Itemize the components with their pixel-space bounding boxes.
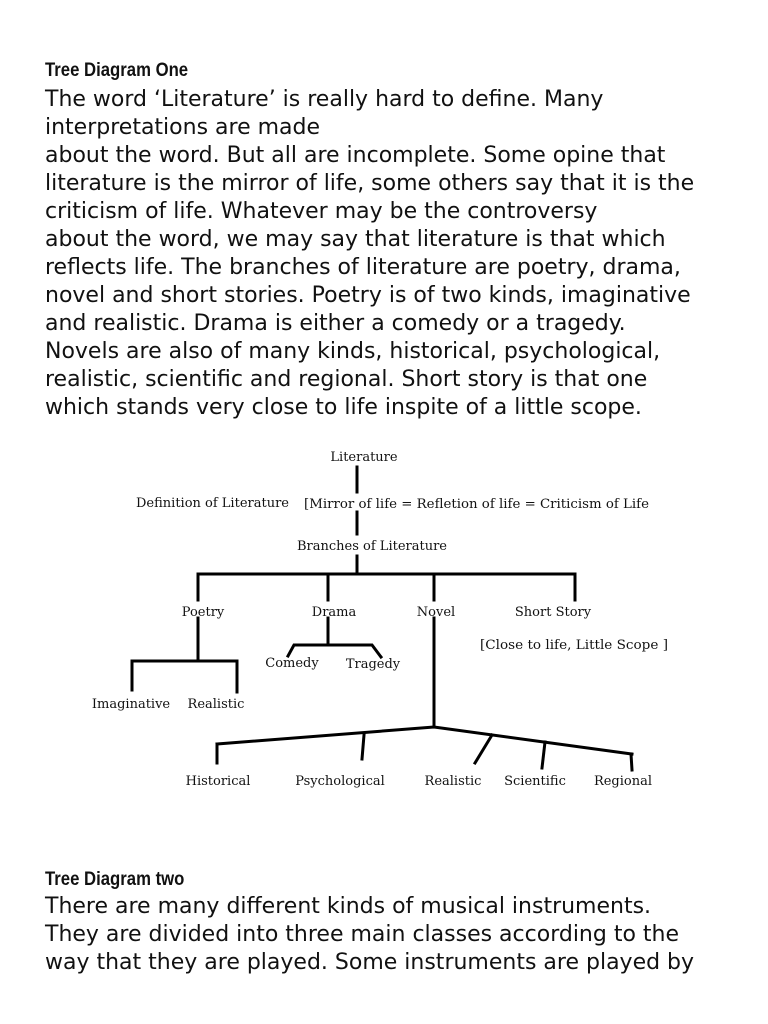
node-comedy: Comedy (265, 656, 319, 671)
paragraph-line: The word ‘Literature’ is really hard to define. Many (45, 87, 604, 112)
edge-to-scientific (542, 742, 545, 768)
node-novel: Novel (416, 605, 456, 620)
paragraph-line: interpretations are made (45, 115, 321, 140)
paragraph-line: and realistic. Drama is either a comedy or a tragedy. (45, 311, 626, 336)
paragraph-line: criticism of life. Whatever may be the controversy (45, 199, 598, 224)
node-realistic-novel: Realistic (424, 774, 482, 789)
node-realistic-poetry: Realistic (187, 697, 245, 712)
literature-paragraph (45, 86, 745, 422)
node-short-story-note: [Close to life, Little Scope ] (480, 638, 668, 653)
node-psychological: Psychological (295, 774, 385, 789)
section-heading-one: Tree Diagram One (45, 60, 189, 81)
node-historical: Historical (185, 774, 251, 789)
edge-to-realistic-novel (475, 735, 492, 763)
node-scientific: Scientific (504, 774, 566, 789)
paragraph-line: about the word, we may say that literature is that which (45, 227, 666, 252)
paragraph-line: They are divided into three main classes according to the (45, 922, 680, 947)
edge-to-psychological (362, 735, 364, 759)
node-tragedy: Tragedy (345, 657, 401, 672)
paragraph-line: Novels are also of many kinds, historical, psychological, (45, 339, 661, 364)
node-definition-value: [Mirror of life = Refletion of life = Criticism of Life (304, 497, 650, 512)
node-definition-label: Definition of Literature (136, 496, 289, 511)
node-poetry: Poetry (181, 605, 225, 620)
paragraph-line: There are many different kinds of musical instruments. (45, 894, 652, 919)
paragraph-line: literature is the mirror of life, some others say that it is the (45, 171, 695, 196)
paragraph-line: reflects life. The branches of literature are poetry, drama, (45, 255, 681, 280)
node-drama: Drama (311, 605, 357, 620)
node-literature: Literature (330, 450, 398, 465)
node-short-story: Short Story (514, 605, 592, 620)
paragraph-line: about the word. But all are incomplete. Some opine that (45, 143, 666, 168)
instruments-paragraph (45, 893, 745, 977)
edge-to-regional (631, 754, 632, 770)
paragraph-line: novel and short stories. Poetry is of two kinds, imaginative (45, 283, 691, 308)
edge-novel-split (217, 727, 632, 754)
node-regional: Regional (593, 774, 653, 789)
paragraph-line: which stands very close to life inspite of a little scope. (45, 395, 642, 420)
section-heading-two: Tree Diagram two (45, 869, 185, 890)
paragraph-line: way that they are played. Some instruments are played by (45, 950, 695, 975)
paragraph-line: realistic, scientific and regional. Short story is that one (45, 367, 648, 392)
node-imaginative: Imaginative (91, 697, 171, 712)
node-branches: Branches of Literature (297, 539, 447, 554)
literature-tree-diagram (0, 440, 768, 800)
